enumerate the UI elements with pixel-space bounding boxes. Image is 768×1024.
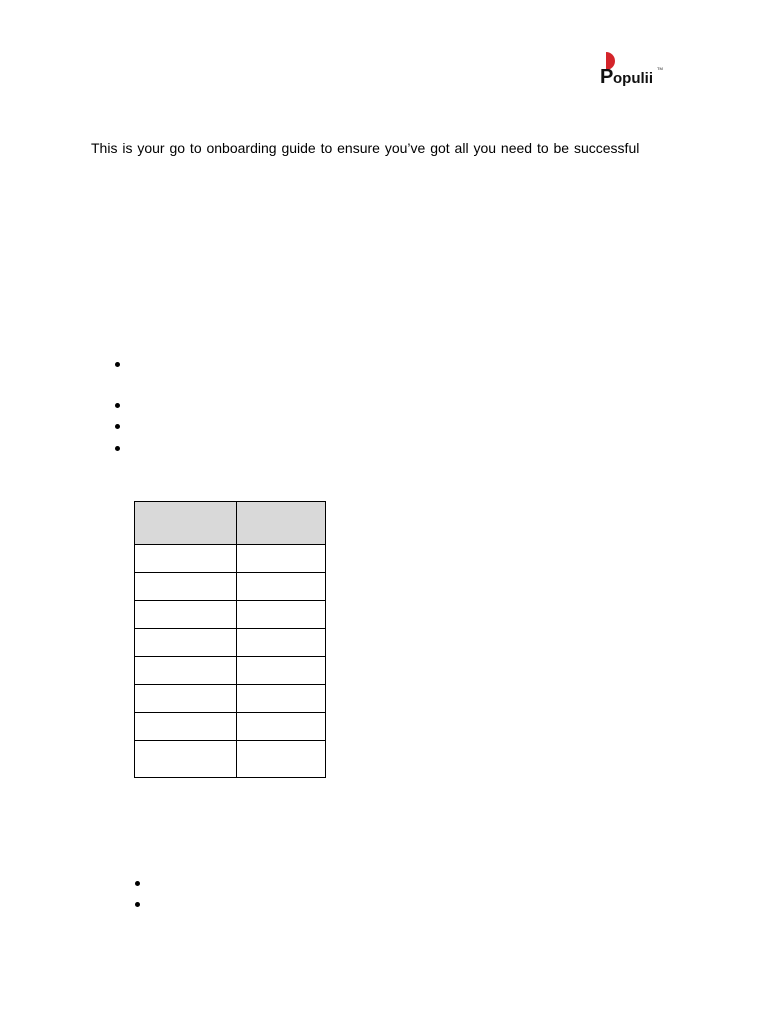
bullet-point	[135, 881, 140, 886]
table-cell	[237, 685, 326, 713]
onboarding-table	[134, 501, 326, 778]
table-cell	[135, 573, 237, 601]
table-row	[135, 601, 326, 629]
populii-logo-mark	[598, 50, 668, 90]
svg-text:P: P	[600, 66, 614, 88]
svg-text:TM: TM	[657, 66, 663, 71]
table-row	[135, 573, 326, 601]
table-header-cell	[237, 502, 326, 545]
table-cell	[135, 545, 237, 573]
table-cell	[135, 713, 237, 741]
populii-logo	[598, 50, 668, 90]
table-row	[135, 629, 326, 657]
bullet-point	[115, 446, 120, 451]
table-header-row	[135, 502, 326, 545]
table-row	[135, 685, 326, 713]
intro-text: This is your go to onboarding guide to ensure you’ve got all you need to be successful	[91, 140, 640, 156]
bullet-point	[115, 403, 120, 408]
table-cell	[237, 601, 326, 629]
table-row	[135, 545, 326, 573]
svg-text:opulii: opulii	[613, 70, 653, 87]
table-cell	[135, 657, 237, 685]
table-cell	[237, 629, 326, 657]
table-row	[135, 657, 326, 685]
table-header-cell	[135, 502, 237, 545]
table-cell	[135, 741, 237, 778]
table-row	[135, 741, 326, 778]
table-cell	[135, 601, 237, 629]
table-cell	[135, 685, 237, 713]
bullet-point	[115, 362, 120, 367]
table-cell	[135, 629, 237, 657]
table-row	[135, 713, 326, 741]
bullet-point	[135, 902, 140, 907]
table-cell	[237, 657, 326, 685]
table-cell	[237, 545, 326, 573]
table-cell	[237, 713, 326, 741]
table-cell	[237, 741, 326, 778]
table-cell	[237, 573, 326, 601]
bullet-point	[115, 424, 120, 429]
